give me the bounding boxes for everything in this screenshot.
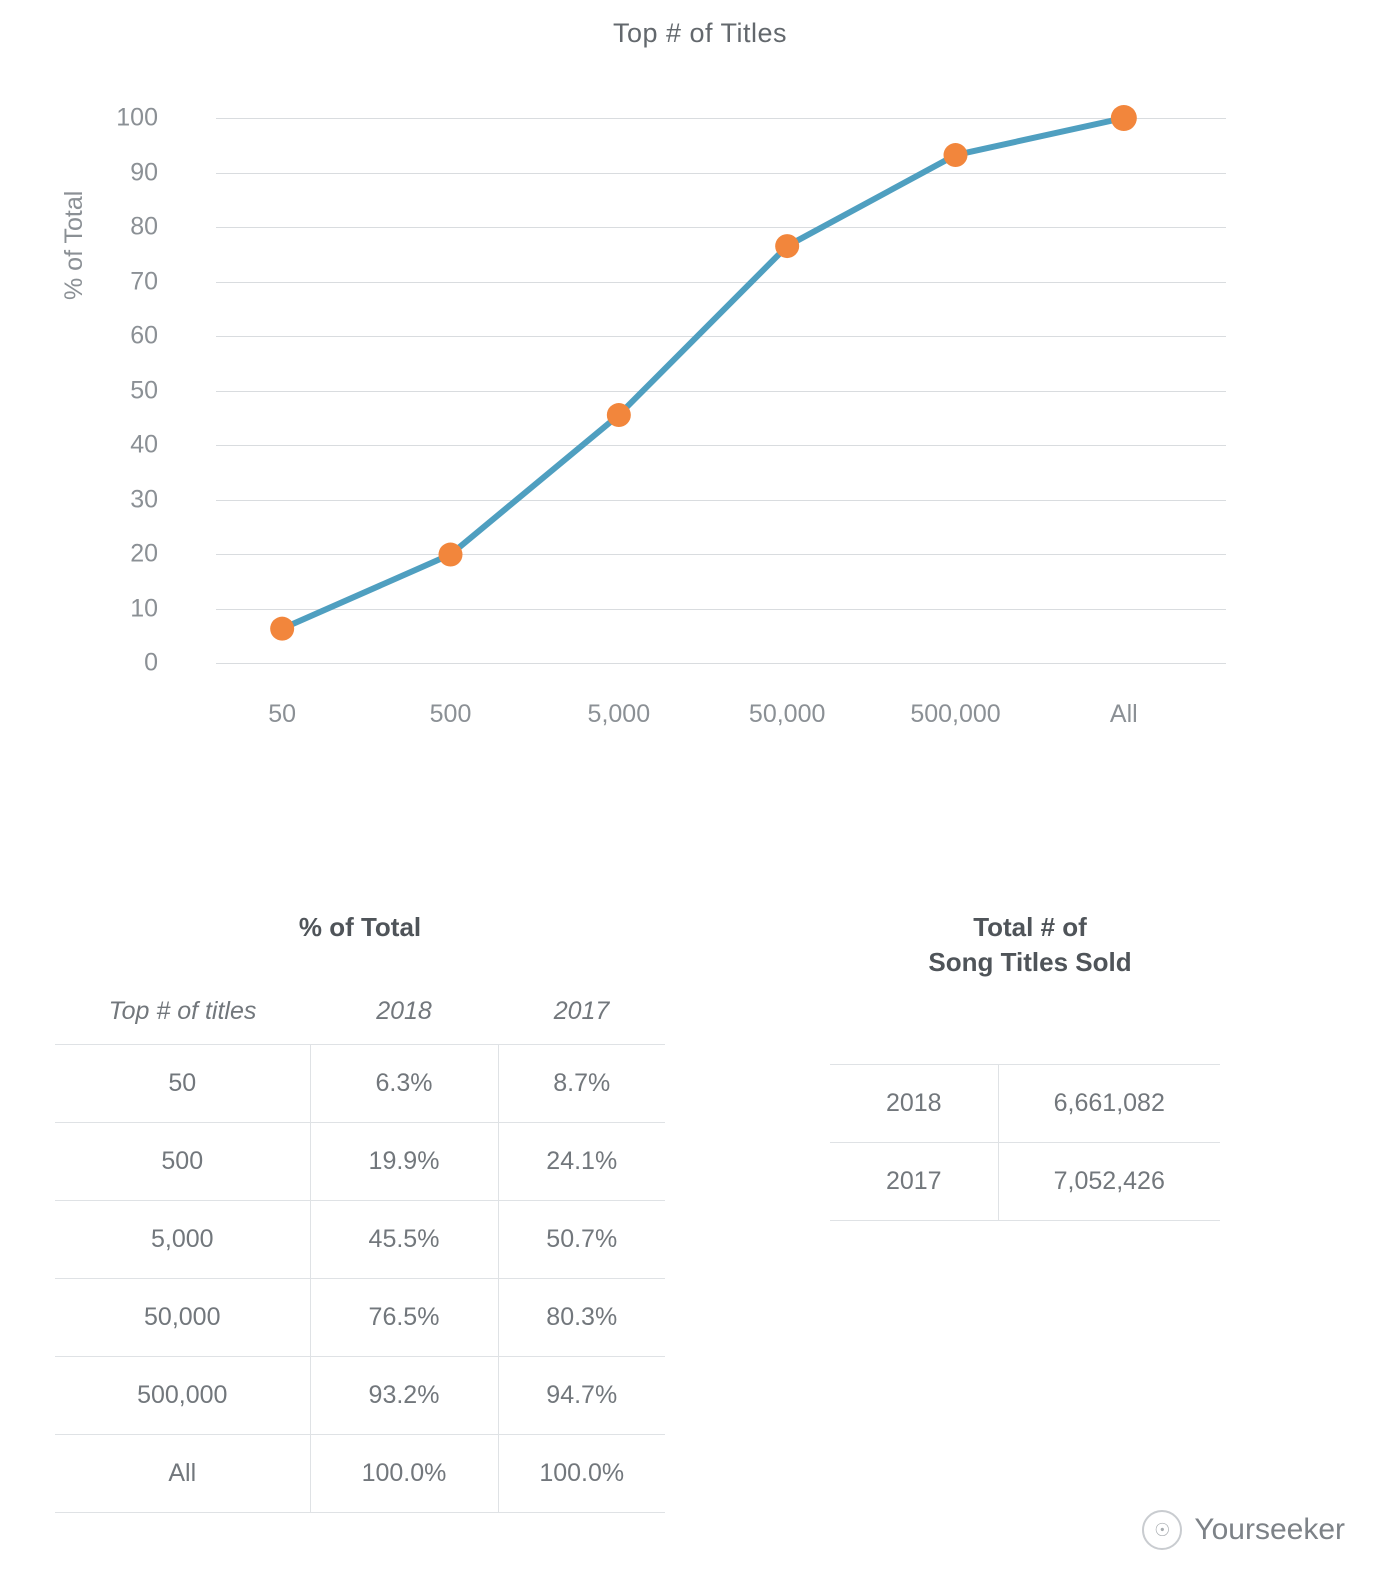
watermark-label: Yourseeker — [1194, 1513, 1345, 1546]
table-cell: 6.3% — [310, 1045, 498, 1123]
data-point-marker — [1111, 105, 1137, 131]
total-titles-sold-heading-line1: Total # of — [973, 912, 1087, 942]
y-axis-tick: 20 — [130, 539, 158, 568]
table-cell: 94.7% — [498, 1357, 665, 1435]
table-cell: 100.0% — [498, 1435, 665, 1513]
table-cell: 8.7% — [498, 1045, 665, 1123]
y-axis-tick: 70 — [130, 267, 158, 295]
series-line — [282, 118, 1124, 629]
table-cell: All — [55, 1435, 310, 1513]
y-axis-tick: 80 — [130, 212, 158, 241]
data-point-marker — [607, 403, 631, 427]
table-row — [55, 1435, 665, 1513]
percent-of-total-heading: % of Total — [298, 912, 422, 942]
table-cell: 5,000 — [55, 1201, 310, 1279]
watermark — [1142, 1510, 1345, 1550]
table-cell: 50.7% — [498, 1201, 665, 1279]
x-axis-tick: 50 — [268, 700, 297, 728]
paw-icon: ☉ — [1142, 1510, 1182, 1550]
table-row — [55, 1279, 665, 1357]
y-axis-tick: 100 — [116, 103, 158, 132]
data-point-marker — [439, 543, 463, 567]
y-axis-tick: 60 — [130, 321, 158, 350]
data-point-marker — [944, 143, 968, 167]
table-header-row — [55, 987, 665, 1045]
table-row — [55, 1201, 665, 1279]
total-titles-sold-heading — [830, 910, 1230, 980]
table-cell: 6,661,082 — [998, 1065, 1220, 1143]
table-cell: 76.5% — [310, 1279, 498, 1357]
table-cell: 500,000 — [55, 1357, 310, 1435]
table-cell: 50,000 — [55, 1279, 310, 1357]
column-header-titles: Top # of titles — [108, 997, 257, 1026]
table-row — [55, 1045, 665, 1123]
data-point-marker — [270, 617, 294, 641]
chart-plot-svg — [216, 118, 1226, 663]
y-axis-tick: 10 — [130, 594, 158, 622]
y-axis-tick: 0 — [144, 648, 158, 677]
x-axis-tick: All — [1109, 700, 1138, 728]
table-cell: 100.0% — [310, 1435, 498, 1513]
x-axis-tick: 500,000 — [910, 700, 1001, 728]
table-cell: 45.5% — [310, 1201, 498, 1279]
table-row — [55, 1357, 665, 1435]
table-row — [55, 1123, 665, 1201]
x-axis-tick: 50,000 — [748, 700, 826, 728]
table-cell: 500 — [55, 1123, 310, 1201]
y-axis-tick: 30 — [130, 485, 158, 513]
table-cell: 93.2% — [310, 1357, 498, 1435]
percent-of-total-table-wrapper — [55, 910, 665, 1513]
y-axis-tick: 40 — [130, 430, 158, 459]
total-titles-sold-table — [830, 1064, 1220, 1221]
column-header-2017: 2017 — [553, 997, 610, 1026]
table-cell: 19.9% — [310, 1123, 498, 1201]
table-cell: 7,052,426 — [998, 1143, 1220, 1221]
total-titles-sold-heading-line2: Song Titles Sold — [928, 947, 1132, 978]
table-cell: 2018 — [830, 1065, 998, 1143]
table-cell: 24.1% — [498, 1123, 665, 1201]
y-axis-tick: 50 — [130, 376, 158, 404]
percent-of-total-table — [55, 987, 665, 1513]
y-axis-label: % of Total — [60, 190, 88, 300]
column-header-2018: 2018 — [376, 997, 432, 1026]
table-row — [830, 1065, 1220, 1143]
x-axis-tick: 500 — [429, 700, 472, 728]
chart-title: Top # of Titles — [612, 18, 788, 48]
table-cell: 2017 — [830, 1143, 998, 1221]
x-axis-tick: 5,000 — [587, 700, 651, 728]
data-point-marker — [775, 234, 799, 258]
y-axis-tick: 90 — [130, 158, 158, 186]
table-cell: 50 — [55, 1045, 310, 1123]
total-titles-sold-table-wrapper — [830, 910, 1230, 1221]
table-row — [830, 1143, 1220, 1221]
table-cell: 80.3% — [498, 1279, 665, 1357]
gridline — [216, 663, 1226, 664]
tables-container — [0, 890, 1400, 1580]
